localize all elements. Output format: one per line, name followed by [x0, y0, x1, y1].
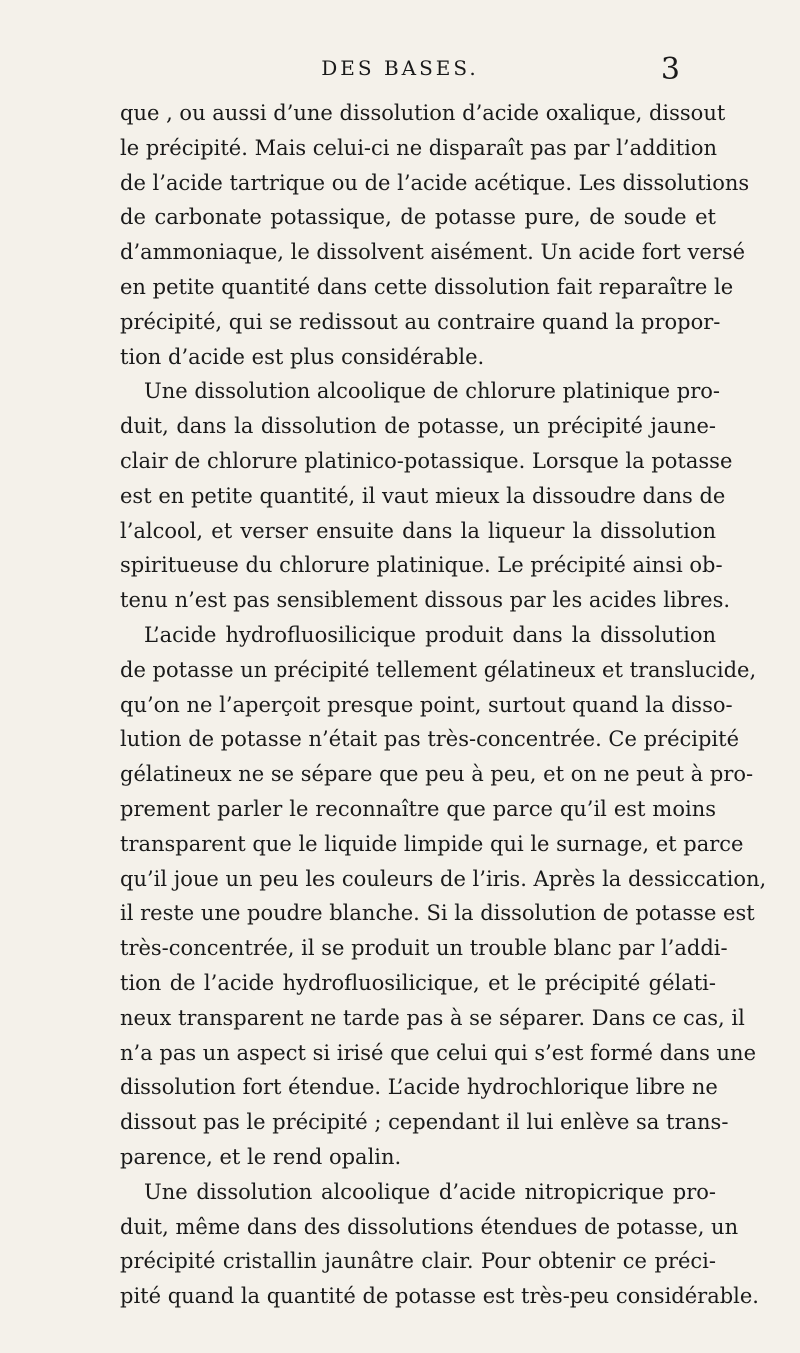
text-line: tion de l’acide hydrofluosilicique, et le précipité gélati-	[120, 970, 716, 995]
text-line: de carbonate potassique, de potasse pure, de soude et	[120, 205, 716, 230]
text-line: clair de chlorure platinico-potassique. Lorsque la potasse	[120, 448, 733, 473]
text-line: prement parler le reconnaître que parce qu’il est moins	[120, 796, 716, 821]
text-line: Une dissolution alcoolique de chlorure platinique pro-	[144, 379, 720, 404]
paragraph	[120, 1175, 759, 1314]
text-line: duit, même dans des dissolutions étendues de potasse, un	[120, 1214, 739, 1239]
text-line: précipité, qui se redissout au contraire quand la propor-	[120, 309, 721, 334]
text-line: le précipité. Mais celui-ci ne disparaît pas par l’addition	[120, 135, 718, 160]
paragraph	[120, 618, 767, 1175]
text-line: l’alcool, et verser ensuite dans la liqueur la dissolution	[120, 518, 716, 543]
text-line: gélatineux ne se sépare que peu à peu, et on ne peut à pro-	[120, 762, 754, 787]
text-line: tenu n’est pas sensiblement dissous par les acides libres.	[120, 588, 731, 613]
text-line: duit, dans la dissolution de potasse, un précipité jaune-	[120, 414, 716, 439]
text-line: neux transparent ne tarde pas à se séparer. Dans ce cas, il	[120, 1005, 745, 1030]
text-line: d’ammoniaque, le dissolvent aisément. Un acide fort versé	[120, 240, 746, 265]
text-line: pité quand la quantité de potasse est très-peu considérable.	[120, 1284, 759, 1309]
running-title: DES BASES.	[321, 56, 479, 80]
text-line: lution de potasse n’était pas très-concentrée. Ce précipité	[120, 727, 740, 752]
text-line: qu’on ne l’aperçoit presque point, surtout quand la disso-	[120, 692, 733, 717]
paragraph	[120, 374, 733, 618]
text-line: tion d’acide est plus considérable.	[120, 344, 485, 369]
text-line: en petite quantité dans cette dissolution fait reparaître le	[120, 274, 734, 299]
text-line: très-concentrée, il se produit un trouble blanc par l’addi-	[120, 936, 728, 961]
text-line: de l’acide tartrique ou de l’acide acétique. Les dissolutions	[120, 170, 750, 195]
text-line: Une dissolution alcoolique d’acide nitropicrique pro-	[144, 1179, 716, 1204]
text-line: précipité cristallin jaunâtre clair. Pour obtenir ce préci-	[120, 1249, 716, 1274]
text-line: il reste une poudre blanche. Si la dissolution de potasse est	[120, 901, 755, 926]
text-line: n’a pas un aspect si irisé que celui qui s’est formé dans une	[120, 1040, 757, 1065]
body-text	[120, 96, 767, 1314]
text-line: que , ou aussi d’une dissolution d’acide oxalique, dissout	[120, 101, 726, 125]
page-header	[0, 52, 800, 92]
text-line: parence, et le rend opalin.	[120, 1144, 402, 1169]
text-line: L’acide hydrofluosilicique produit dans la dissolution	[144, 622, 716, 647]
page-number: 3	[660, 52, 680, 87]
text-line: dissout pas le précipité ; cependant il lui enlève sa trans-	[120, 1110, 729, 1135]
text-line: qu’il joue un peu les couleurs de l’iris. Après la dessiccation,	[120, 866, 767, 891]
text-line: de potasse un précipité tellement gélatineux et translucide,	[120, 657, 757, 682]
text-line: est en petite quantité, il vaut mieux la dissoudre dans de	[120, 483, 726, 508]
paragraph	[120, 96, 750, 374]
text-line: dissolution fort étendue. L’acide hydrochlorique libre ne	[120, 1075, 718, 1100]
text-line: transparent que le liquide limpide qui le surnage, et parce	[120, 831, 744, 856]
text-line: spiritueuse du chlorure platinique. Le précipité ainsi ob-	[120, 553, 723, 578]
